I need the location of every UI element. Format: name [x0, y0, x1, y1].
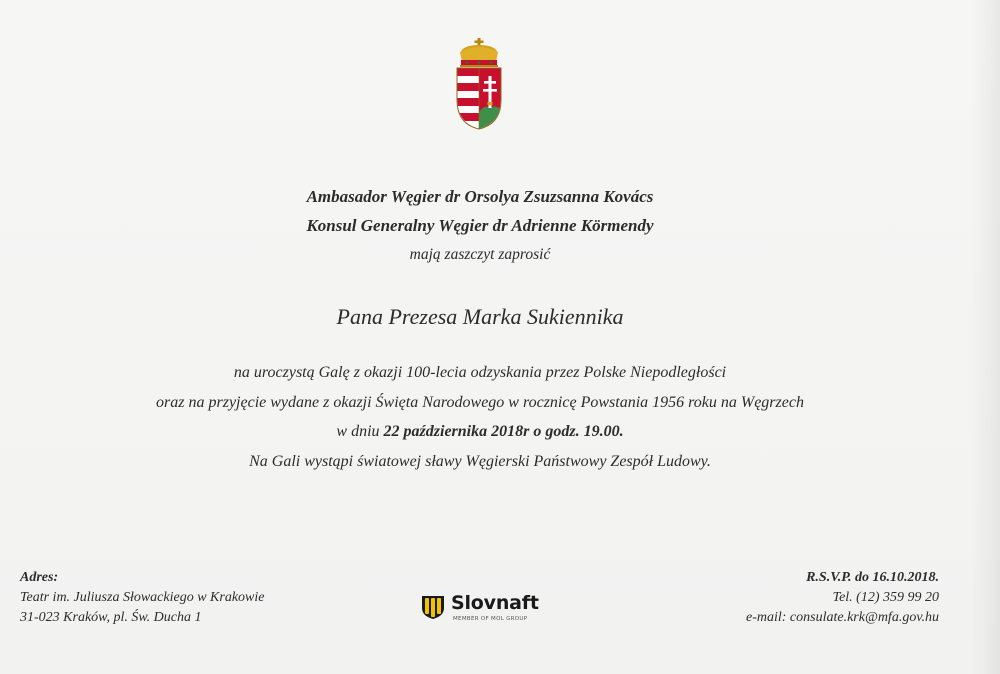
invitation-body — [0, 358, 960, 476]
rsvp-email: e-mail: consulate.krk@mfa.gov.hu — [745, 610, 939, 625]
date-prefix: w dniu — [336, 423, 384, 440]
rsvp-phone: Tel. (12) 359 99 20 — [832, 590, 939, 605]
paper-edge-shadow — [970, 0, 1000, 674]
hungarian-coat-of-arms-icon — [454, 38, 504, 130]
address-block — [20, 568, 264, 628]
body-line-performance: Na Gali wystąpi światowej sławy Węgierski Państwowy Zespół Ludowy. — [249, 452, 711, 470]
sponsor-name: Slovnaft — [451, 592, 539, 614]
rsvp-deadline: R.S.V.P. do 16.10.2018. — [806, 570, 939, 585]
body-line-gala: na uroczystą Galę z okazji 100-lecia odzyskania przez Polske Niepodległości — [233, 364, 727, 381]
sponsor-tagline: MEMBER OF MOL GROUP — [453, 616, 528, 622]
invite-phrase: mają zaszczyt zaprosić — [409, 246, 551, 263]
host-ambassador: Ambasador Węgier dr Orsolya Zsuzsanna Kovács — [306, 187, 654, 206]
body-line-reception: oraz na przyjęcie wydane z okazji Święta Narodowego w rocznicę Powstania 1956 roku na Węgrzech — [156, 393, 804, 411]
slovnaft-logo-icon — [421, 594, 445, 620]
host-consul-general: Konsul Generalny Węgier dr Adrienne Körmendy — [306, 216, 654, 235]
slovnaft-logo — [421, 592, 541, 626]
address-venue: Teatr im. Juliusza Słowackiego w Krakowie — [20, 590, 265, 605]
rsvp-block — [746, 568, 939, 628]
event-date-time: 22 października 2018r o godz. 19.00. — [383, 423, 624, 440]
body-line-date — [0, 417, 960, 447]
address-street: 31-023 Kraków, pl. Św. Ducha 1 — [20, 610, 202, 625]
guest-name: Pana Prezesa Marka Sukiennika — [336, 304, 624, 329]
address-label: Adres: — [20, 570, 59, 585]
hosts-block — [0, 182, 960, 240]
